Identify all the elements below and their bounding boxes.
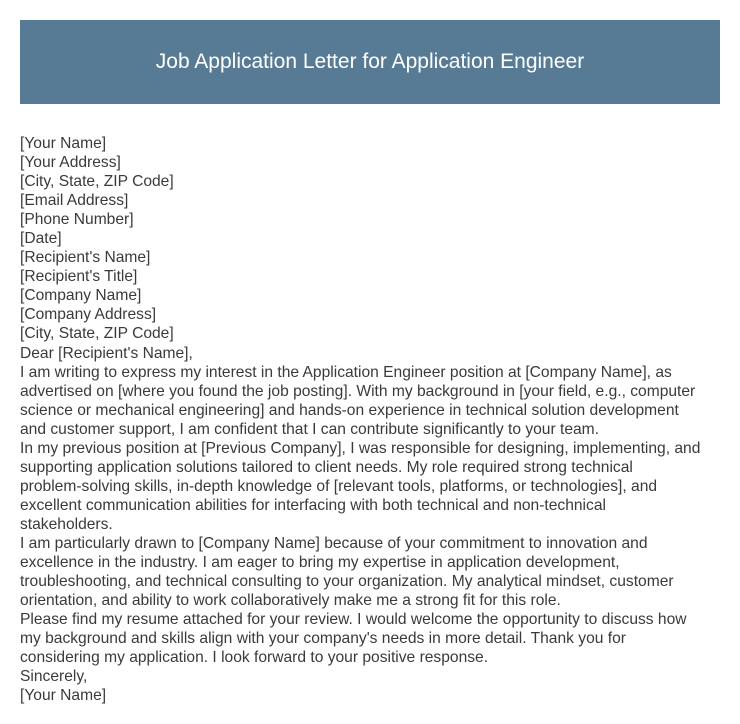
paragraph-closing <box>20 610 726 667</box>
recipient-block <box>20 248 726 343</box>
recipient-name: [Recipient's Name] <box>20 249 151 267</box>
letter-date: [Date] <box>20 230 62 248</box>
paragraph-experience <box>20 439 726 534</box>
closing: Sincerely, <box>20 668 88 686</box>
paragraph-line: advertised on [where you found the job posting]. With my background in [your field, e.g., computer <box>20 382 696 400</box>
paragraph-line: troubleshooting, and technical consulting to your organization. My analytical mindset, customer <box>20 573 674 591</box>
recipient-city-state-zip: [City, State, ZIP Code] <box>20 325 174 343</box>
salutation: Dear [Recipient's Name], <box>20 344 193 362</box>
recipient-company-address: [Company Address] <box>20 306 157 324</box>
recipient-company: [Company Name] <box>20 287 142 305</box>
page-header <box>20 20 720 104</box>
paragraph-line: Please find my resume attached for your review. I would welcome the opportunity to discuss how <box>20 611 687 629</box>
paragraph-line: In my previous position at [Previous Company], I was responsible for designing, implementing, and <box>20 439 701 457</box>
letter-body <box>20 134 726 705</box>
sender-email: [Email Address] <box>20 192 129 210</box>
signature: [Your Name] <box>20 687 107 705</box>
paragraph-line: my background and skills align with your company's needs in more detail. Thank you for <box>20 630 626 648</box>
paragraph-line: stakeholders. <box>20 515 113 533</box>
paragraph-line: science or mechanical engineering] and hands-on experience in technical solution development <box>20 401 679 419</box>
paragraph-line: I am writing to express my interest in the Application Engineer position at [Company Name], as <box>20 363 672 381</box>
paragraph-line: orientation, and ability to work collaboratively make me a strong fit for this role. <box>20 592 561 610</box>
sender-phone: [Phone Number] <box>20 211 134 229</box>
paragraph-motivation <box>20 534 726 610</box>
paragraph-line: and customer support, I am confident that I can contribute significantly to your team. <box>20 420 600 438</box>
paragraph-line: excellent communication abilities for interfacing with both technical and non-technical <box>20 496 606 514</box>
recipient-title: [Recipient's Title] <box>20 268 138 286</box>
page-title: Job Application Letter for Application Engineer <box>155 50 585 73</box>
sender-name: [Your Name] <box>20 135 107 152</box>
sender-address: [Your Address] <box>20 154 121 172</box>
paragraph-line: excellence in the industry. I am eager to bring my expertise in application development, <box>20 554 620 572</box>
paragraph-line: considering my application. I look forward to your positive response. <box>20 649 489 667</box>
paragraph-line: supporting application solutions tailored to client needs. My role required strong technical <box>20 458 633 476</box>
paragraph-line: problem-solving skills, in-depth knowledge of [relevant tools, platforms, or technologies], and <box>20 477 658 495</box>
paragraph-intro <box>20 363 726 439</box>
sender-block <box>20 134 726 248</box>
sender-city-state-zip: [City, State, ZIP Code] <box>20 173 174 191</box>
paragraph-line: I am particularly drawn to [Company Name] because of your commitment to innovation and <box>20 534 648 552</box>
